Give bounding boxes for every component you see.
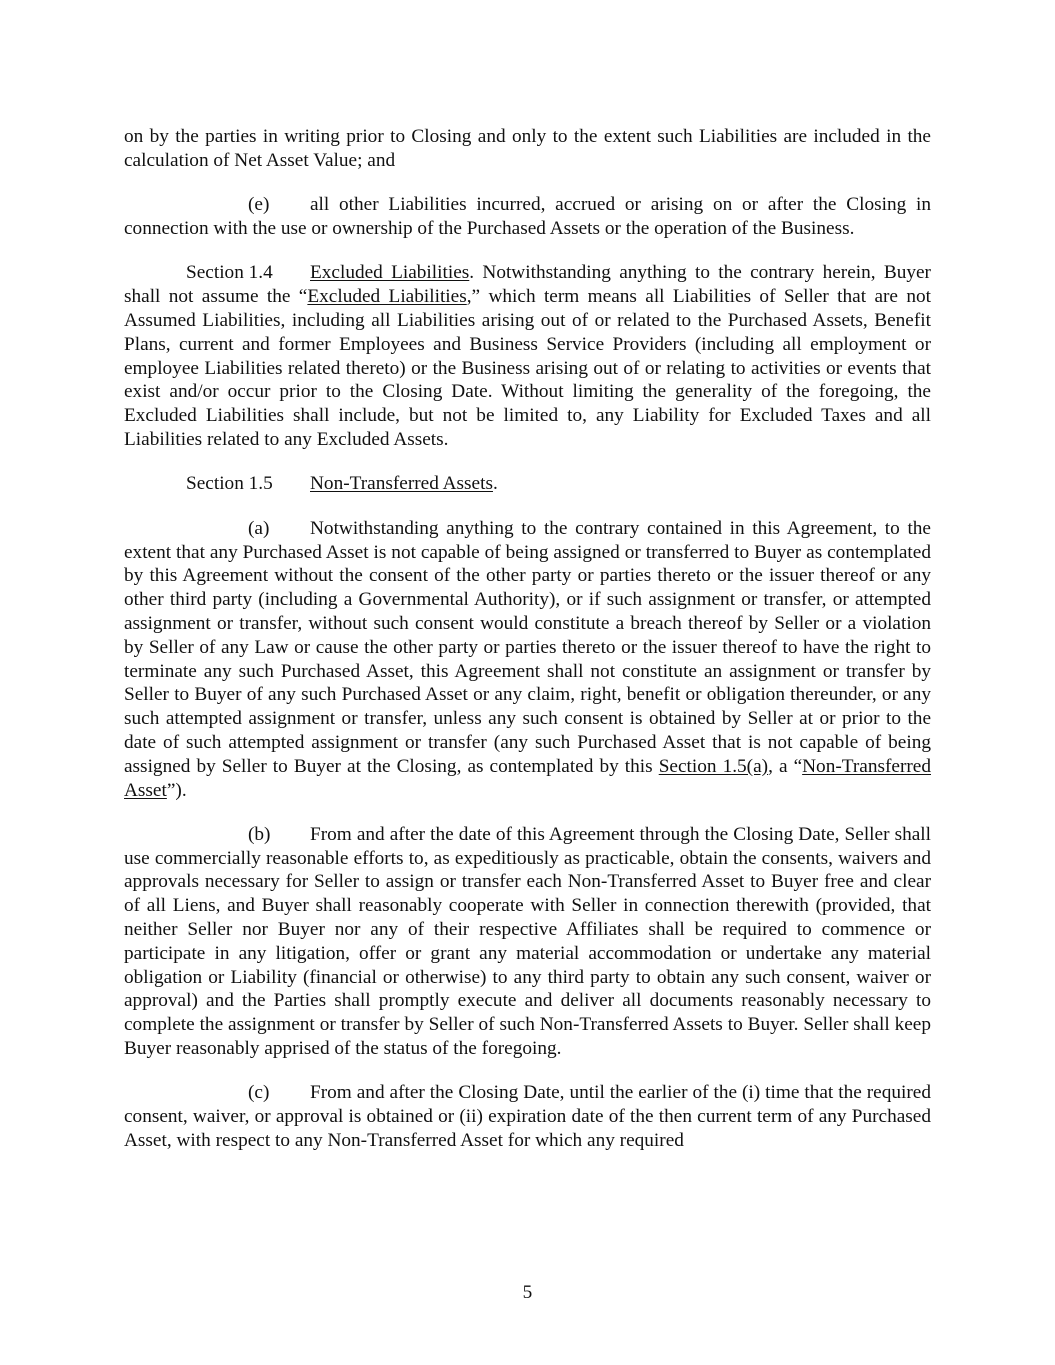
paragraph-continuation: on by the parties in writing prior to Closing and only to the extent such Liabilities are included in the calculation of Net Asset Value; and <box>124 126 931 171</box>
section-1-5-number: Section 1.5 <box>186 473 273 495</box>
section-1-4-title-suffix: . <box>469 262 475 284</box>
paragraph-a <box>124 517 931 803</box>
section-1-5-heading <box>124 472 931 496</box>
paragraph-c-label: (c) <box>248 1082 270 1104</box>
paragraph-e-label: (e) <box>248 194 270 216</box>
section-1-4 <box>124 261 931 451</box>
document-page <box>124 125 931 1153</box>
paragraph-e <box>124 193 931 241</box>
paragraph-a-text-3: ”). <box>166 779 187 801</box>
paragraph-c <box>124 1081 931 1152</box>
paragraph-c-text: From and after the Closing Date, until the earlier of the (i) time that the required consent, waiver, or approval is obtained or (ii) expiration date of the then current term of any Purchased Asset, with respect to any Non-Transferred Asset for which any required <box>124 1082 931 1152</box>
paragraph-a-label: (a) <box>248 517 270 539</box>
paragraph-a-text-1: Notwithstanding anything to the contrary contained in this Agreement, to the extent that any Purchased Asset is not capable of being assigned or transferred to Buyer as contemplated by this Agreement without the consent of the other party or parties thereto or the issuer thereof or any other third party (including a Governmental Authority), or if such assignment or transfer, or attempted assignment or transfer, without such consent would constitute a breach thereof by Seller or a violation by Seller of any Law or cause the other party or parties thereto or the issuer thereof to have the right to terminate any such Purchased Asset, this Agreement shall not constitute an assignment or transfer by Seller to Buyer of any such Purchased Asset or any claim, right, benefit or obligation thereunder, or any such attempted assignment or transfer, unless any such consent is obtained by Seller at or prior to the date of such attempted assignment or transfer (any such Purchased Asset that is not capable of being assigned by Seller to Buyer at the Closing, as contemplated by this <box>124 517 931 777</box>
paragraph-a-section-ref: Section 1.5(a) <box>658 755 769 777</box>
section-1-4-text-2: ,” which term means all Liabilities of Seller that are not Assumed Liabilities, including all Liabilities arising out of or related to the Purchased Assets, Benefit Plans, current and former Employees and Business Service Providers (including all employment or employee Liabilities related thereto) or the Business arising out of or relating to activities or events that exist and/or occur prior to the Closing Date. Without limiting the generality of the foregoing, the Excluded Liabilities shall include, but not be limited to, any Liability for Excluded Taxes and all Liabilities related to any Excluded Assets. <box>124 286 931 450</box>
paragraph-b-label: (b) <box>248 823 271 845</box>
section-1-4-number: Section 1.4 <box>186 262 273 284</box>
paragraph-b <box>124 823 931 1061</box>
section-1-4-defined-term: Excluded Liabilities <box>307 286 467 308</box>
paragraph-a-defined-term: Non-Transferred Asset <box>124 755 931 801</box>
section-1-4-title: Excluded Liabilities <box>310 262 470 284</box>
paragraph-b-text: From and after the date of this Agreement through the Closing Date, Seller shall use commercially reasonable efforts to, as expeditiously as practicable, obtain the consents, waivers and approvals necessary for Seller to assign or transfer each Non-Transferred Asset to Buyer free and clear of all Liens, and Buyer shall reasonably cooperate with Seller in connection therewith (provided, that neither Seller nor Buyer nor any of their respective Affiliates shall be required to commence or participate in any litigation, offer or grant any material accommodation or undertake any material obligation or Liability (financial or otherwise) to any third party to obtain any such consent, waiver or approval) and the Parties shall promptly execute and deliver all documents reasonably necessary to complete the assignment or transfer by Seller of such Non-Transferred Assets to Buyer. Seller shall keep Buyer reasonably apprised of the status of the foregoing. <box>124 823 931 1060</box>
paragraph-a-text-2: , a “ <box>768 755 803 777</box>
page-number: 5 <box>522 1282 533 1303</box>
paragraph-e-text: all other Liabilities incurred, accrued or arising on or after the Closing in connection with the use or ownership of the Purchased Assets or the operation of the Business. <box>124 194 931 239</box>
section-1-5-title-suffix: . <box>492 473 498 495</box>
section-1-5-title: Non-Transferred Assets <box>310 473 493 495</box>
section-1-4-text-1: Notwithstanding anything to the contrary herein, Buyer shall not assume the “ <box>124 262 931 308</box>
